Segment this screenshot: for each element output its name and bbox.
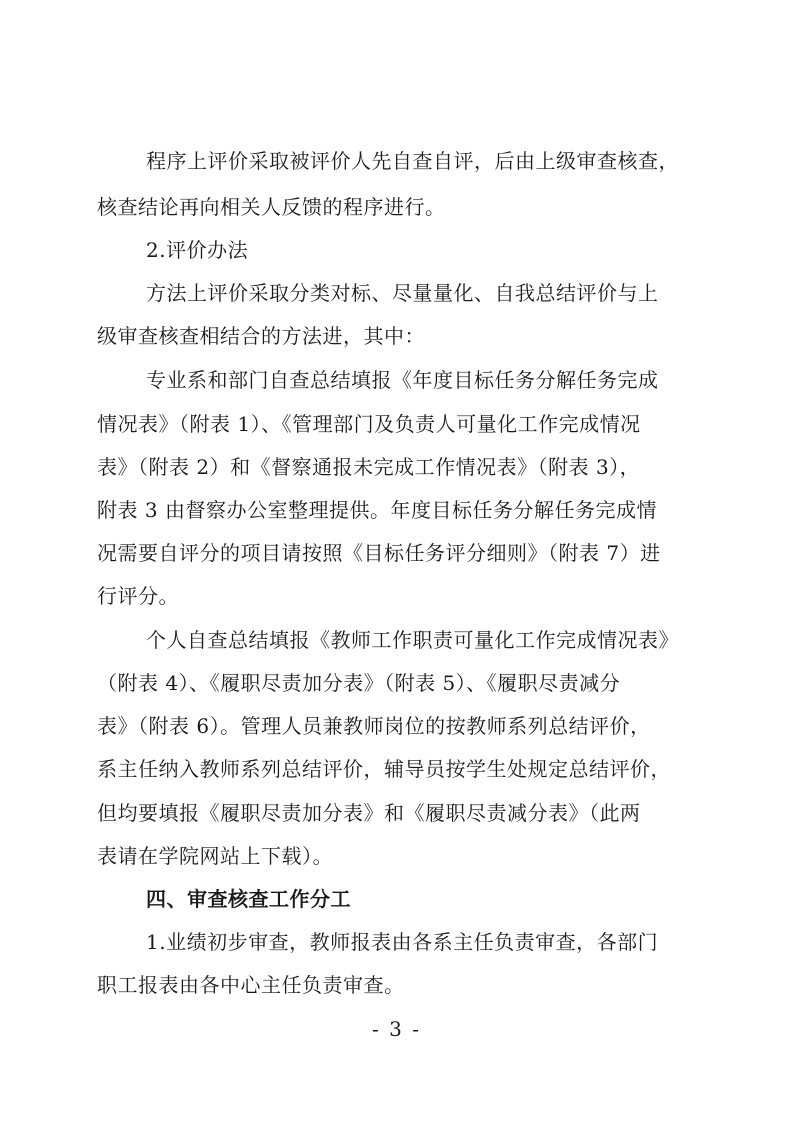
paragraph-line: 核查结论再向相关人反馈的程序进行。 [97, 195, 446, 219]
paragraph-line: 行评分。 [97, 584, 179, 608]
paragraph-line: 表请在学院网站上下载）。 [97, 844, 333, 868]
paragraph-line: 1.业绩初步审查，教师报表由各系主任负责审查，各部门 [146, 930, 659, 954]
paragraph-line: 表》（附表 2）和《督察通报未完成工作情况表》（附表 3）， [97, 455, 641, 479]
paragraph-line: 方法上评价采取分类对标、尽量量化、自我总结评价与上 [146, 281, 659, 305]
paragraph-line: 系主任纳入教师系列总结评价，辅导员按学生处规定总结评价， [97, 757, 671, 781]
paragraph-line: 专业系和部门自查总结填报《年度目标任务分解任务完成 [146, 368, 659, 392]
paragraph-line: 况需要自评分的项目请按照《目标任务评分细则》（附表 7）进 [97, 541, 661, 565]
paragraph-line: 级审查核查相结合的方法进，其中： [97, 324, 425, 348]
section-heading: 四、审查核查工作分工 [146, 887, 351, 911]
paragraph-line: 但均要填报《履职尽责加分表》和《履职尽责减分表》（此两 [97, 801, 641, 825]
paragraph-line: 表》（附表 6）。管理人员兼教师岗位的按教师系列总结评价， [97, 714, 651, 738]
paragraph-line: 程序上评价采取被评价人先自查自评，后由上级审查核查， [146, 149, 679, 173]
paragraph-line: 附表 3 由督察办公室整理提供。年度目标任务分解任务完成情 [97, 498, 657, 522]
page-number: - 3 - [372, 1017, 421, 1041]
section-subheading: 2.评价办法 [146, 238, 249, 262]
paragraph-line: 情况表》（附表 1）、《管理部门及负责人可量化工作完成情况 [97, 412, 641, 436]
paragraph-line: （附表 4）、《履职尽责加分表》（附表 5）、《履职尽责减分 [97, 671, 621, 695]
paragraph-line: 职工报表由各中心主任负责审查。 [97, 973, 405, 997]
paragraph-line: 个人自查总结填报《教师工作职责可量化工作完成情况表》 [146, 628, 679, 652]
